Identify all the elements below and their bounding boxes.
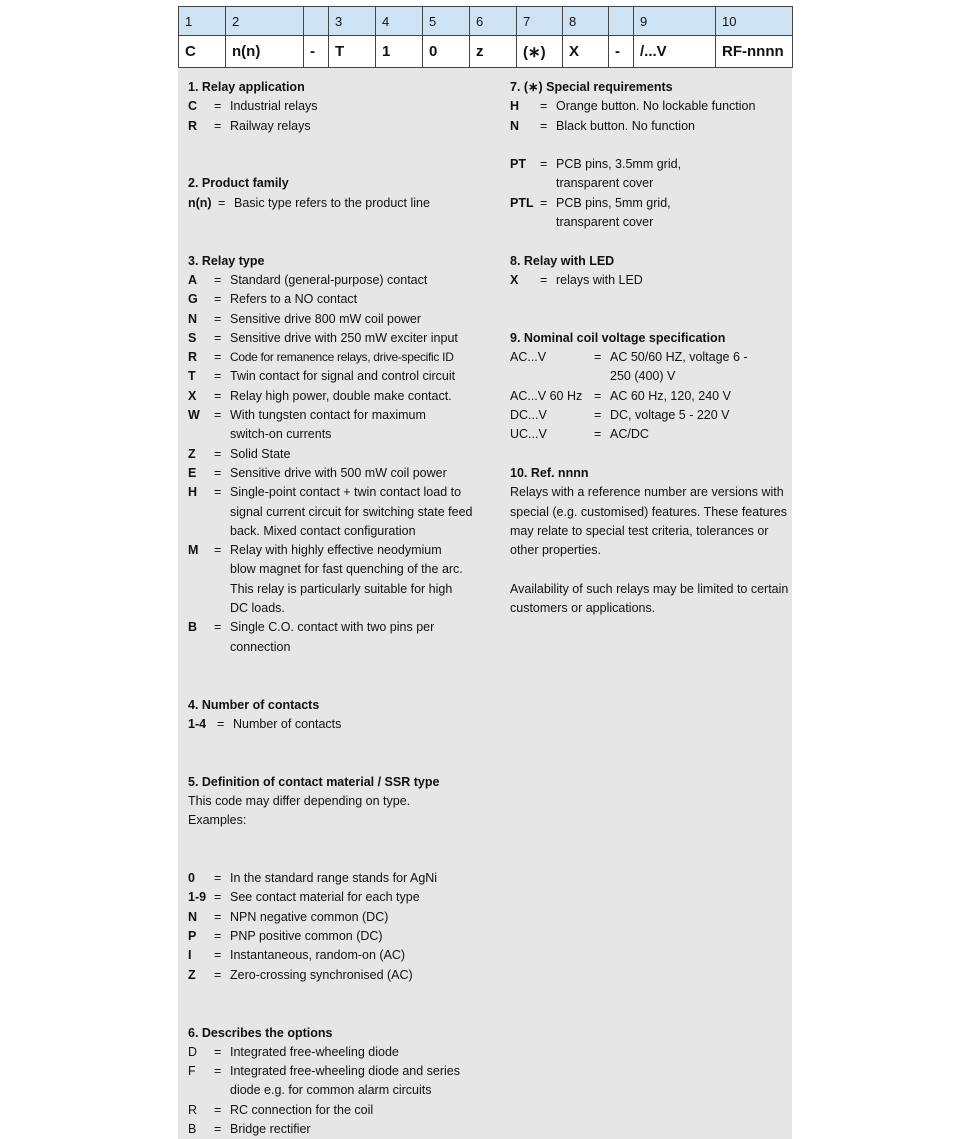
list-item: Z = Solid State <box>188 445 488 464</box>
position-number: 7 <box>517 7 563 36</box>
code-desc: Single-point contact + twin contact load to signal current circuit for switching state feed back. Mixed contact configuration <box>230 485 473 538</box>
code-desc: Code for remanence relays, drive-specific ID <box>230 350 454 365</box>
position-number: 2 <box>226 7 304 36</box>
code-key: D <box>188 1044 198 1059</box>
section-title: 4. Number of contacts <box>188 697 320 712</box>
position-number: 9 <box>634 7 716 36</box>
code-cell: (∗) <box>517 36 563 68</box>
code-desc: Instantaneous, random-on (AC) <box>230 948 406 963</box>
list-item: PT = PCB pins, 3.5mm grid, transparent cover <box>510 155 790 194</box>
list-item: 1-9 = See contact material for each type <box>188 888 488 907</box>
list-item: R = RC connection for the coil <box>188 1101 488 1120</box>
list-item: S = Sensitive drive with 250 mW exciter input <box>188 329 488 348</box>
code-desc: Solid State <box>230 446 291 461</box>
code-key: Z <box>188 446 196 461</box>
code-key: X <box>510 272 519 287</box>
code-desc: AC 60 Hz, 120, 240 V <box>610 388 731 403</box>
legend-panel <box>178 68 792 1139</box>
ref-paragraph: Relays with a reference number are versions with special (e.g. customised) features. These features may relate to special test criteria, tolerances or other properties. <box>510 485 787 558</box>
list-item: C = Industrial relays <box>188 97 488 116</box>
code-key: R <box>188 1102 198 1117</box>
code-desc: Sensitive drive with 250 mW exciter input <box>230 330 458 345</box>
code-desc: Orange button. No lockable function <box>556 99 756 114</box>
code-key: X <box>188 388 197 403</box>
code-cell: - <box>304 36 329 68</box>
section-title: 8. Relay with LED <box>510 253 615 268</box>
code-desc: AC 50/60 HZ, voltage 6 - 250 (400) V <box>610 350 748 384</box>
list-item: N = Black button. No function <box>510 117 790 136</box>
code-cell: 0 <box>423 36 470 68</box>
position-number: 3 <box>329 7 376 36</box>
code-desc: NPN negative common (DC) <box>230 909 389 924</box>
list-item: H = Orange button. No lockable function <box>510 97 790 116</box>
code-key: C <box>188 99 198 114</box>
code-desc: Relay with highly effective neodymium blow magnet for fast quenching of the arc. This relay is particularly suitable for high DC loads. <box>230 543 463 616</box>
list-item: X = relays with LED <box>510 271 790 290</box>
position-number: 8 <box>563 7 609 36</box>
right-column <box>510 78 790 618</box>
code-structure-table <box>178 6 793 68</box>
code-key: H <box>510 99 520 114</box>
code-desc: Single C.O. contact with two pins per connection <box>230 620 435 654</box>
position-number: 5 <box>423 7 470 36</box>
code-key: I <box>188 948 192 963</box>
list-item: P = PNP positive common (DC) <box>188 927 488 946</box>
code-key: S <box>188 330 197 345</box>
code-desc: Industrial relays <box>230 99 318 114</box>
section-title: 1. Relay application <box>188 80 305 94</box>
code-desc: Sensitive drive with 500 mW coil power <box>230 465 447 480</box>
list-item: N = Sensitive drive 800 mW coil power <box>188 310 488 329</box>
list-item: F = Integrated free-wheeling diode and series diode e.g. for common alarm circuits <box>188 1062 488 1101</box>
list-item: W = With tungsten contact for maximum switch-on currents <box>188 406 488 445</box>
section-title: 3. Relay type <box>188 253 265 268</box>
list-item: UC...V = AC/DC <box>510 425 790 444</box>
ref-paragraph: Availability of such relays may be limited to certain customers or applications. <box>510 581 789 616</box>
section-title: 5. Definition of contact material / SSR type <box>188 774 440 789</box>
code-key: PTL <box>510 195 534 210</box>
position-number-row <box>179 7 793 36</box>
position-number: 6 <box>470 7 517 36</box>
code-desc: Zero-crossing synchronised (AC) <box>230 967 413 982</box>
code-key: 0 <box>188 871 195 886</box>
code-cell: n(n) <box>226 36 304 68</box>
code-desc: Basic type refers to the product line <box>234 195 430 210</box>
list-item: H = Single-point contact + twin contact load to signal current circuit for switching state feed back. Mixed contact configuration <box>188 483 488 541</box>
code-desc: Bridge rectifier <box>230 1122 311 1137</box>
code-key: G <box>188 292 198 307</box>
code-desc: RC connection for the coil <box>230 1102 374 1117</box>
position-number: 4 <box>376 7 423 36</box>
list-item: D = Integrated free-wheeling diode <box>188 1043 488 1062</box>
code-cell: C <box>179 36 226 68</box>
code-key: N <box>510 118 520 133</box>
code-key: AC...V 60 Hz <box>510 388 583 403</box>
code-key: DC...V <box>510 408 547 423</box>
code-key: H <box>188 485 198 500</box>
code-key: UC...V <box>510 427 547 442</box>
code-key: A <box>188 272 198 287</box>
list-item: T = Twin contact for signal and control circuit <box>188 367 488 386</box>
code-key: Z <box>188 967 196 982</box>
code-key: M <box>188 543 199 558</box>
code-desc: PCB pins, 3.5mm grid, transparent cover <box>556 157 682 191</box>
code-desc: AC/DC <box>610 427 649 442</box>
code-key: PT <box>510 157 526 172</box>
code-key: 1-9 <box>188 890 207 905</box>
code-desc: Railway relays <box>230 118 311 133</box>
left-column <box>188 78 488 1139</box>
code-key: R <box>188 350 198 365</box>
code-key: B <box>188 1122 197 1137</box>
code-desc: Integrated free-wheeling diode and series diode e.g. for common alarm circuits <box>230 1064 461 1098</box>
code-desc: Sensitive drive 800 mW coil power <box>230 311 422 326</box>
list-item: I = Instantaneous, random-on (AC) <box>188 946 488 965</box>
section-title: 7. (∗) Special requirements <box>510 80 673 94</box>
position-number: 10 <box>716 7 793 36</box>
position-number <box>304 7 329 36</box>
code-key: N <box>188 311 198 326</box>
code-key: B <box>188 620 198 635</box>
list-item: B = Single C.O. contact with two pins per connection <box>188 618 488 657</box>
position-number: 1 <box>179 7 226 36</box>
code-cell: z <box>470 36 517 68</box>
list-item: B = Bridge rectifier <box>188 1120 488 1139</box>
code-desc: relays with LED <box>556 272 643 287</box>
code-desc: See contact material for each type <box>230 890 420 905</box>
code-desc: PCB pins, 5mm grid, transparent cover <box>556 195 671 230</box>
list-item: X = Relay high power, double make contact. <box>188 387 488 406</box>
list-item: AC...V = AC 50/60 HZ, voltage 6 - 250 (400) V <box>510 348 790 387</box>
list-item: n(n) = Basic type refers to the product line <box>188 194 488 213</box>
code-desc: Black button. No function <box>556 118 695 133</box>
code-desc: Refers to a NO contact <box>230 292 358 307</box>
list-item: R = Code for remanence relays, drive-specific ID <box>188 348 488 367</box>
list-item: R = Railway relays <box>188 117 488 136</box>
list-item: DC...V = DC, voltage 5 - 220 V <box>510 406 790 425</box>
list-item: G = Refers to a NO contact <box>188 290 488 309</box>
code-key: F <box>188 1064 196 1079</box>
list-item: PTL = PCB pins, 5mm grid, transparent cover <box>510 194 790 233</box>
code-cell: /...V <box>634 36 716 68</box>
code-cell: - <box>609 36 634 68</box>
code-desc: Number of contacts <box>233 716 342 731</box>
code-desc: Standard (general-purpose) contact <box>230 272 428 287</box>
list-item: AC...V 60 Hz = AC 60 Hz, 120, 240 V <box>510 387 790 406</box>
code-key: R <box>188 118 198 133</box>
list-item: Z = Zero-crossing synchronised (AC) <box>188 966 488 985</box>
code-cell: T <box>329 36 376 68</box>
list-item: A = Standard (general-purpose) contact <box>188 271 488 290</box>
code-desc: PNP positive common (DC) <box>230 929 383 944</box>
position-number <box>609 7 634 36</box>
code-key: E <box>188 465 197 480</box>
code-desc: Twin contact for signal and control circuit <box>230 369 456 384</box>
section-intro: This code may differ depending on type. <box>188 793 411 808</box>
list-item: 0 = In the standard range stands for AgNi <box>188 869 488 888</box>
section-title: 10. Ref. nnnn <box>510 465 589 480</box>
section-title: 2. Product family <box>188 176 289 191</box>
code-key: P <box>188 929 197 944</box>
code-desc: With tungsten contact for maximum switch-on currents <box>230 408 426 442</box>
code-desc: Relay high power, double make contact. <box>230 388 452 403</box>
code-key: AC...V <box>510 350 547 365</box>
code-cell: RF-nnnn <box>716 36 793 68</box>
code-key: T <box>188 369 196 384</box>
code-desc: DC, voltage 5 - 220 V <box>610 408 730 423</box>
list-item: E = Sensitive drive with 500 mW coil power <box>188 464 488 483</box>
code-key: 1-4 <box>188 716 207 731</box>
code-key: N <box>188 909 198 924</box>
section-intro: Examples: <box>188 813 247 828</box>
code-desc: Integrated free-wheeling diode <box>230 1044 399 1059</box>
code-cell: X <box>563 36 609 68</box>
code-cell: 1 <box>376 36 423 68</box>
list-item: M = Relay with highly effective neodymium blow magnet for fast quenching of the arc. This relay is particularly suitable for high DC loads. <box>188 541 488 618</box>
section-title: 6. Describes the options <box>188 1025 333 1040</box>
code-key: W <box>188 408 200 423</box>
code-desc: In the standard range stands for AgNi <box>230 871 438 886</box>
code-key: n(n) <box>188 195 212 210</box>
list-item: N = NPN negative common (DC) <box>188 908 488 927</box>
code-row <box>179 36 793 68</box>
list-item: 1-4 = Number of contacts <box>188 715 488 734</box>
section-title: 9. Nominal coil voltage specification <box>510 330 726 345</box>
